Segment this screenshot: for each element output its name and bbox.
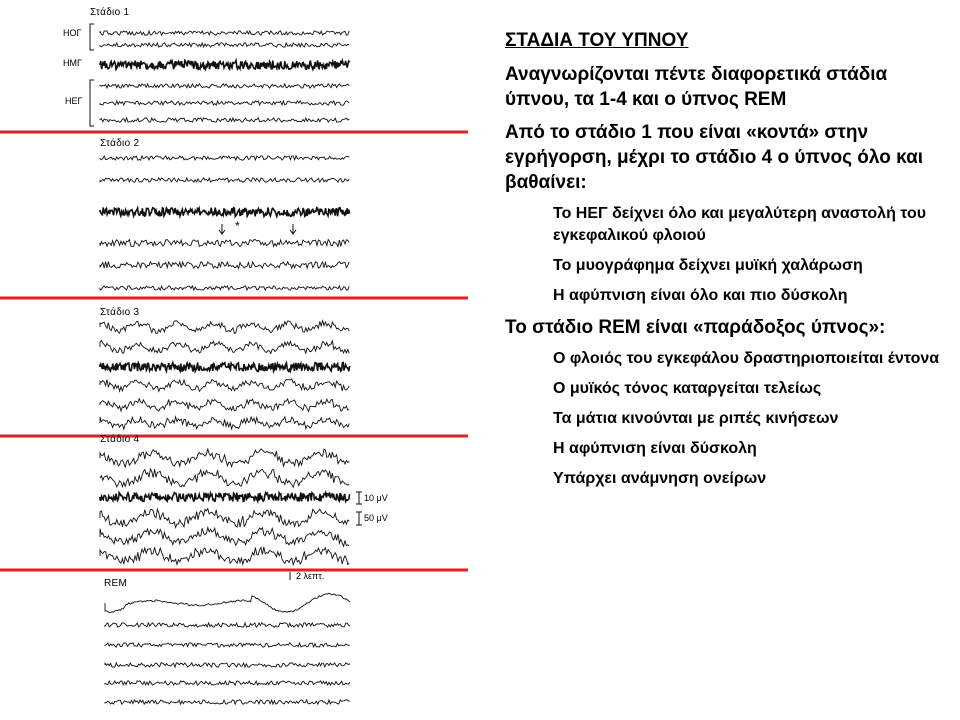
scale-10uv-label: 10 μV: [364, 493, 388, 503]
intro-paragraph: Αναγνωρίζονται πέντε διαφορετικά στάδια ύπνου, τα 1-4 και ο ύπνος REM: [505, 64, 888, 110]
text-panel: [505, 30, 950, 498]
rem-point: Ο μυϊκός τόνος καταργείται τελείως: [553, 380, 822, 397]
eeg-bracket: [90, 80, 94, 126]
stages-point: Η αφύπνιση είναι όλο και πιο δύσκολη: [553, 287, 848, 304]
time-scale-label: 2 λεπτ.: [296, 571, 325, 581]
stage-1-label: Στάδιο 1: [90, 7, 130, 18]
stage-2-emg-trace: [100, 208, 350, 217]
scale-50uv-label: 50 μV: [364, 513, 388, 523]
rem-stage-label: REM: [104, 578, 128, 589]
stage-1-eeg-trace: [100, 118, 349, 122]
rem-trace: [105, 663, 350, 667]
stage-4-trace: [100, 469, 349, 487]
stage-1-emg-trace: [100, 61, 350, 70]
rem-trace: [105, 700, 350, 704]
scale-bar-50uv: [356, 512, 362, 525]
stage-1-eog-trace: [100, 31, 349, 35]
rem-trace: [105, 623, 350, 627]
eog-bracket: [90, 24, 94, 50]
stage-2-trace: [100, 240, 349, 247]
stages-point: Το ΗΕΓ δείχνει όλο και μεγαλύτερη αναστολή του εγκεφαλικού φλοιού: [553, 205, 927, 244]
stage-4-trace: [100, 547, 349, 565]
stage-2-marker: *: [235, 219, 240, 233]
stage-4-label: Στάδιο 4: [100, 434, 140, 445]
stage-3-trace: [100, 417, 349, 429]
slide-title: ΣΤΑΔΙΑ ΤΟΥ ΥΠΝΟΥ: [505, 30, 689, 51]
stage-4-emg-trace: [100, 493, 350, 502]
stage-1-eog-trace: [100, 43, 349, 47]
scale-bar-10uv: [356, 492, 362, 504]
rem-trace: [105, 681, 350, 685]
stage-4-trace: [100, 509, 349, 528]
stage-2-label: Στάδιο 2: [100, 138, 140, 149]
rem-heading: Το στάδιο REM είναι «παράδοξος ύπνος»:: [505, 317, 886, 338]
stage-2-trace: [100, 178, 349, 182]
stages-point: Το μυογράφημα δείχνει μυϊκή χαλάρωση: [553, 257, 863, 274]
stage-1-eeg-trace: [100, 101, 349, 105]
stage-2-trace: [100, 262, 349, 269]
rem-point: Η αφύπνιση είναι δύσκολη: [553, 440, 757, 457]
rem-point: Ο φλοιός του εγκεφάλου δραστηριοποιείται έντονα: [553, 350, 940, 367]
stage-3-trace: [100, 341, 349, 354]
rem-point: Τα μάτια κινούνται με ριπές κινήσεων: [553, 410, 839, 427]
stage-2-trace: [100, 156, 349, 160]
rem-eog-trace: [105, 593, 350, 612]
channel-label-eog: ΗΟΓ: [63, 28, 82, 38]
stage-3-label: Στάδιο 3: [100, 307, 140, 318]
rem-trace: [105, 643, 350, 647]
channel-label-emg: ΗΜΓ: [63, 58, 82, 68]
stage-3-trace: [100, 399, 349, 412]
stage-4-trace: [100, 528, 349, 547]
stage-2-trace: [100, 286, 349, 290]
stage-3-emg-trace: [100, 363, 350, 372]
channel-label-eeg: ΗΕΓ: [65, 96, 83, 106]
stage-4-trace: [100, 449, 349, 467]
stage-3-trace: [100, 321, 349, 334]
rem-point: Υπάρχει ανάμνηση ονείρων: [553, 470, 767, 487]
stage-3-trace: [100, 379, 349, 392]
stages-heading: Από το στάδιο 1 που είναι «κοντά» στην εγρήγορση, μέχρι το στάδιο 4 ο ύπνος όλο και βαθαίνει:: [505, 122, 924, 193]
stage-1-eeg-trace: [100, 84, 349, 88]
arrow-icon: [219, 224, 225, 234]
arrow-icon: [290, 224, 296, 234]
